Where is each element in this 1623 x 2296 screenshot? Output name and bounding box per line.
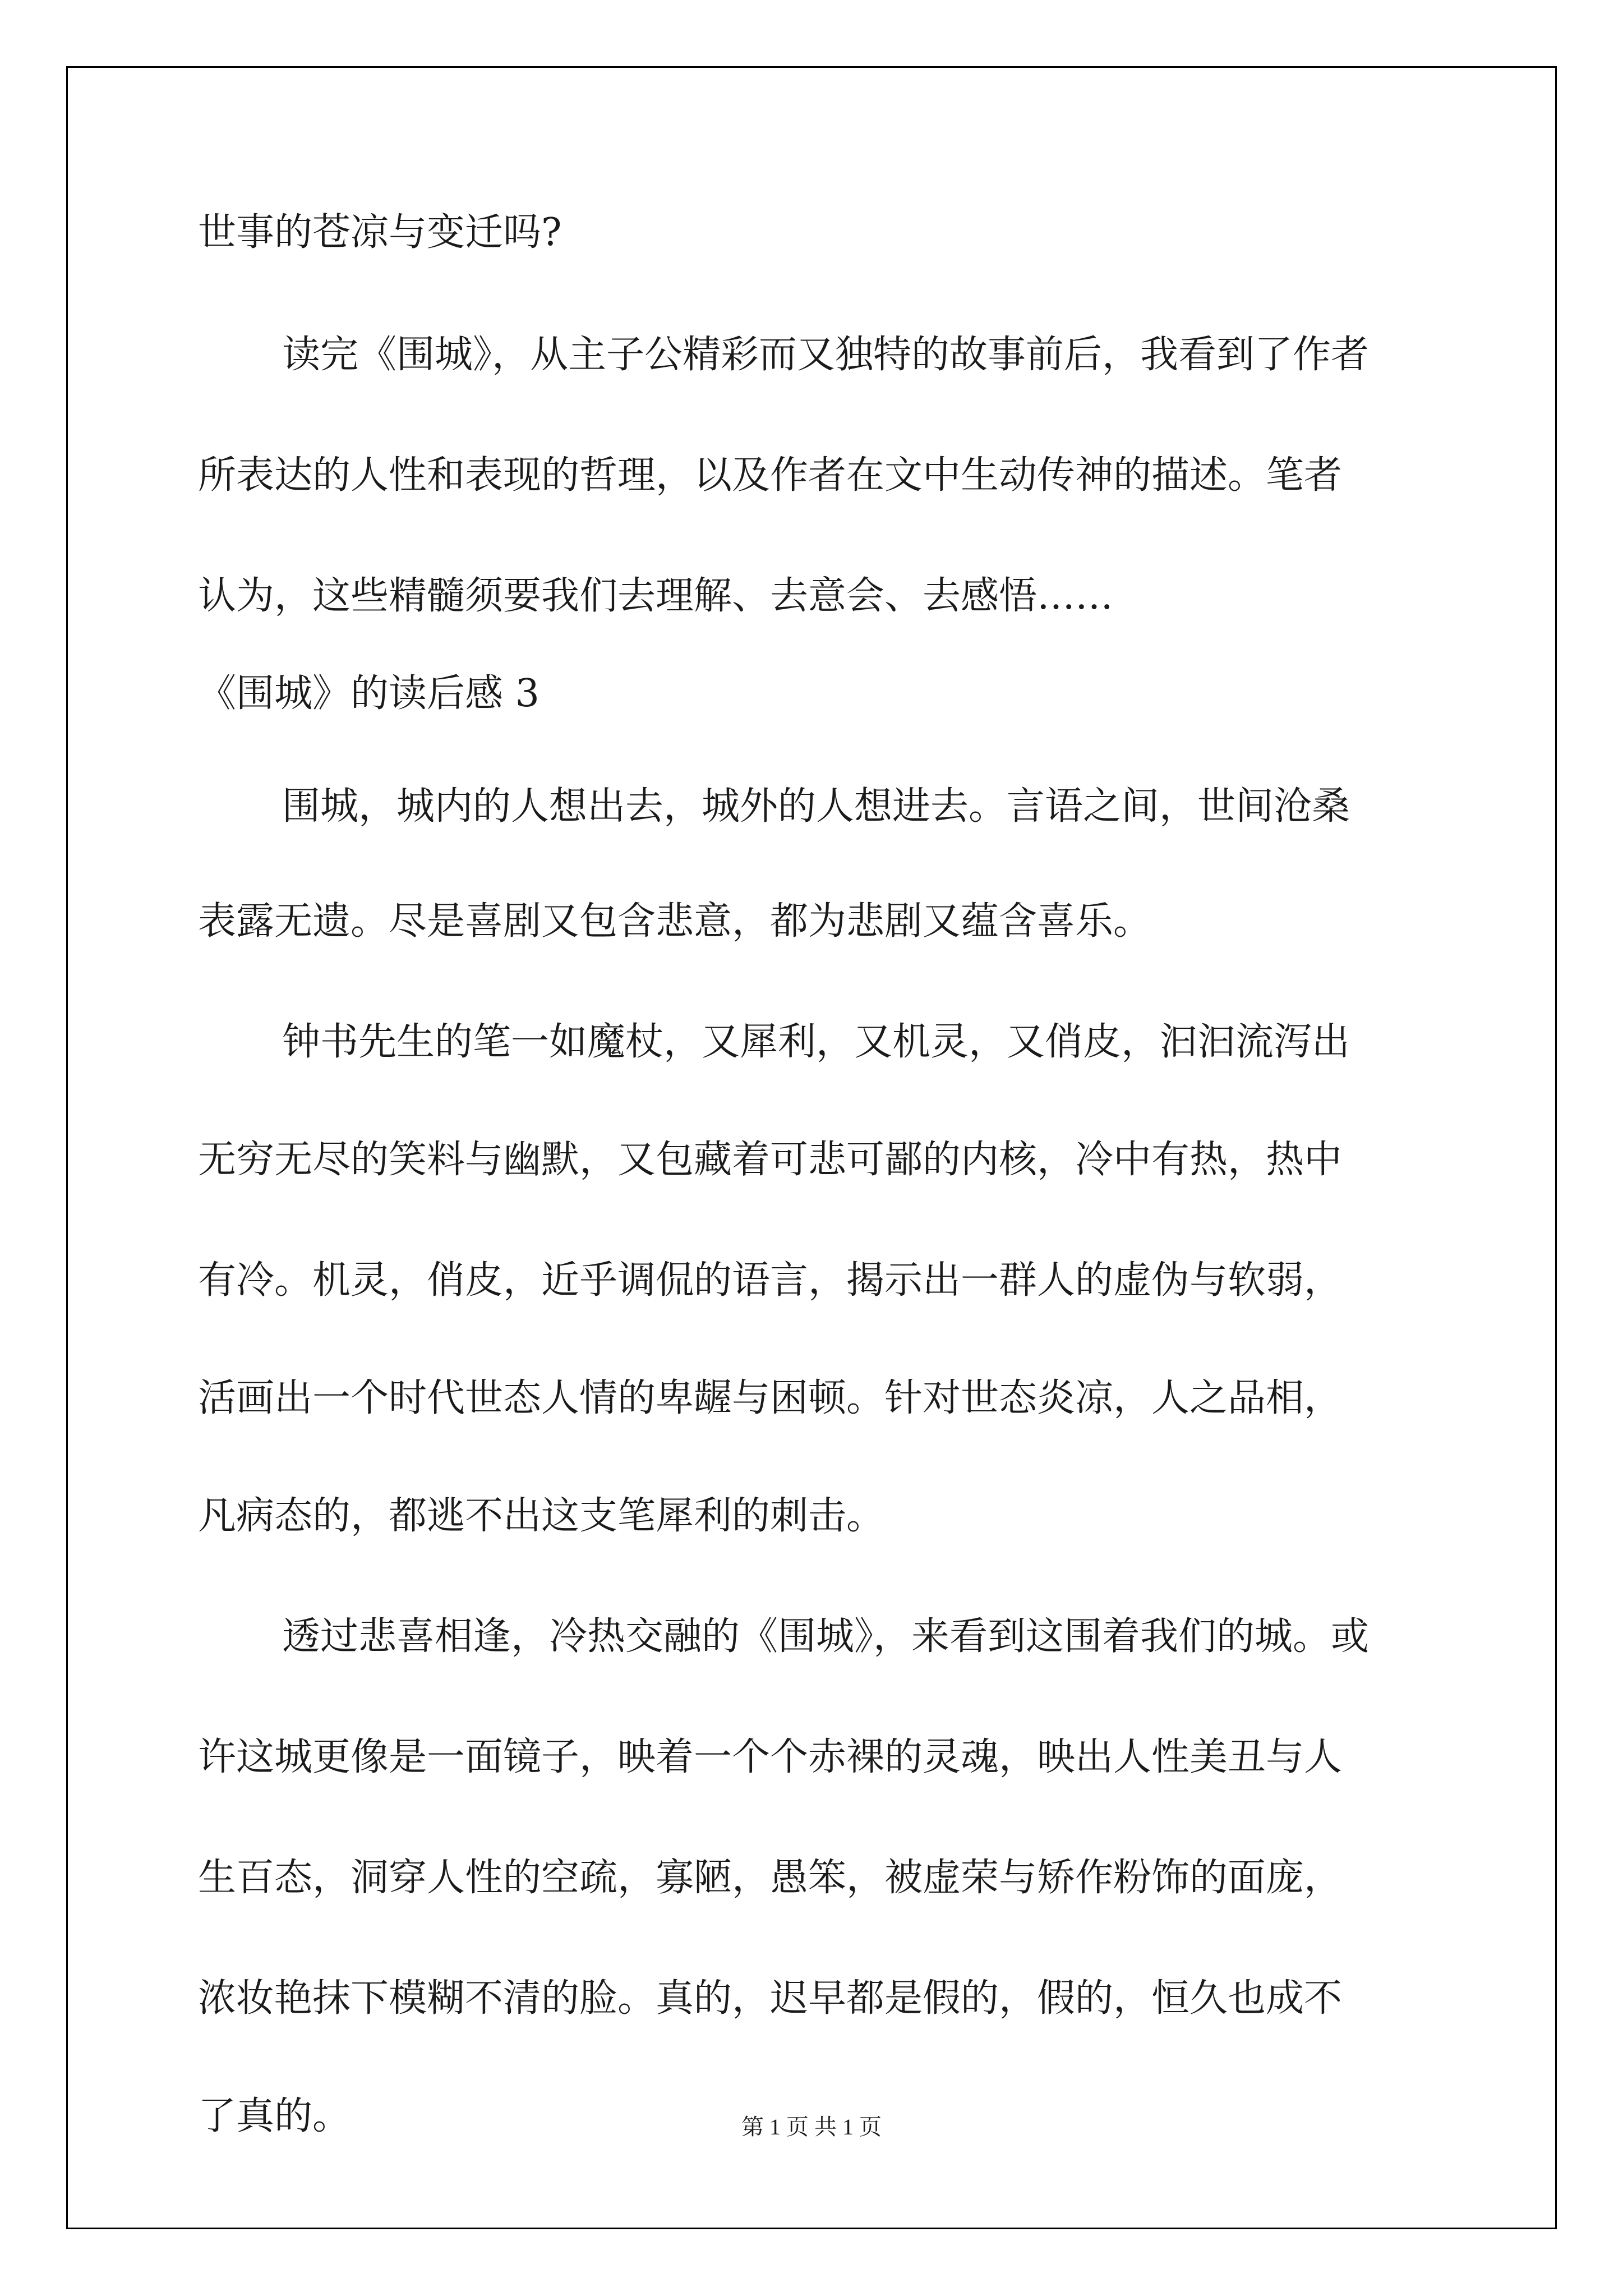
text-line: 浓妆艳抹下模糊不清的脸。真的，迟早都是假的，假的，恒久也成不	[198, 1976, 1343, 2021]
paragraph-first-line: 读完《围城》，从主子公精彩而又独特的故事前后，我看到了作者	[282, 333, 1370, 377]
section-heading: 《围城》的读后感 3	[198, 671, 540, 716]
page-number-footer: 第 1 页 共 1 页	[741, 2114, 882, 2139]
text-line: 世事的苍凉与变迁吗?	[198, 210, 562, 255]
text-line: 无穷无尽的笑料与幽默，又包藏着可悲可鄙的内核，冷中有热，热中	[198, 1138, 1343, 1182]
text-line: 活画出一个时代世态人情的卑龌与困顿。针对世态炎凉，人之品相，	[198, 1376, 1343, 1420]
text-line: 所表达的人性和表现的哲理，以及作者在文中生动传神的描述。笔者	[198, 453, 1343, 498]
paragraph-first-line: 钟书先生的笔一如魔杖，又犀利，又机灵，又俏皮，汩汩流泻出	[282, 1020, 1350, 1064]
text-line: 了真的。	[198, 2094, 351, 2138]
text-line: 认为，这些精髓须要我们去理解、去意会、去感悟……	[198, 574, 1114, 618]
paragraph-first-line: 围城，城内的人想出去，城外的人想进去。言语之间，世间沧桑	[282, 784, 1350, 829]
text-line: 表露无遗。尽是喜剧又包含悲意，都为悲剧又蕴含喜乐。	[198, 899, 1152, 944]
text-line: 生百态，洞穿人性的空疏，寡陋，愚笨，被虚荣与矫作粉饰的面庞，	[198, 1856, 1343, 1900]
paragraph-first-line: 透过悲喜相逢，冷热交融的《围城》，来看到这围着我们的城。或	[282, 1614, 1370, 1659]
text-line: 有冷。机灵，俏皮，近乎调侃的语言，揭示出一群人的虚伪与软弱，	[198, 1258, 1343, 1303]
text-line: 许这城更像是一面镜子，映着一个个赤裸的灵魂，映出人性美丑与人	[198, 1735, 1343, 1779]
text-line: 凡病态的，都逃不出这支笔犀利的刺击。	[198, 1494, 885, 1538]
